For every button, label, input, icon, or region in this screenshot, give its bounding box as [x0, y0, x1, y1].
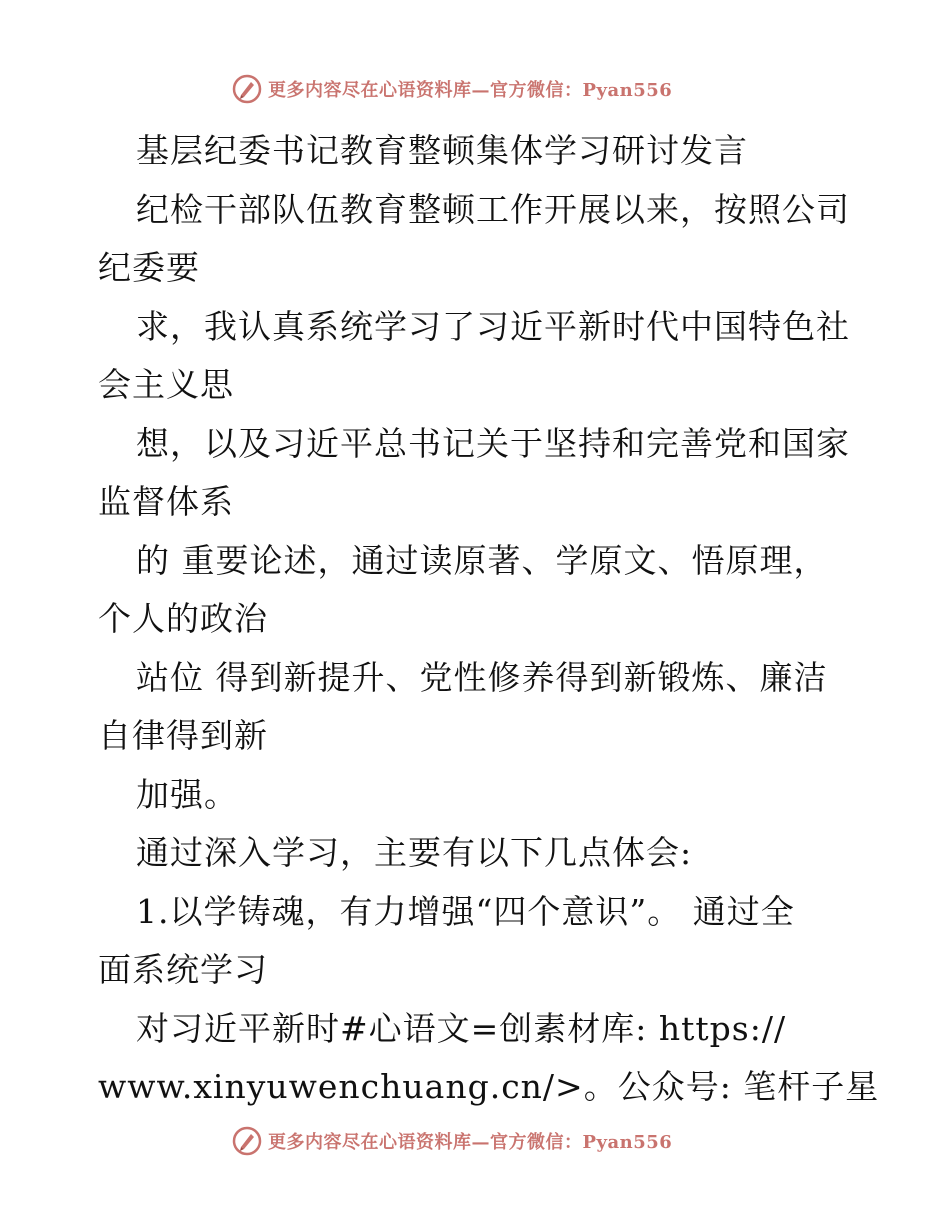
- watermark-text: 更多内容尽在心语资料库—官方微信：Pyan556: [268, 80, 673, 101]
- text-line: 1.以学铸魂，有力增强“四个意识”。 通过全: [136, 891, 795, 931]
- text-line: 的 重要论述，通过读原著、学原文、悟原理，: [136, 540, 828, 580]
- pen-logo-icon: [232, 74, 262, 104]
- text-line: 会主义思: [98, 365, 234, 404]
- text-line: 纪委要: [98, 248, 200, 287]
- footer-watermark: [232, 1124, 672, 1158]
- text-line: 站位 得到新提升、党性修养得到新锻炼、廉洁: [136, 657, 828, 697]
- text-line: 自律得到新: [98, 716, 268, 755]
- text-line: 通过深入学习，主要有以下几点体会:: [136, 833, 693, 872]
- text-line: 求，我认真系统学习了习近平新时代中国特色社: [136, 306, 850, 346]
- text-line: 对习近平新时#心语文=创素材库: https://: [136, 1008, 787, 1048]
- document-title: 基层纪委书记教育整顿集体学习研讨发言: [136, 131, 748, 170]
- text-line: 纪检干部队伍教育整顿工作开展以来，按照公司: [136, 189, 850, 229]
- text-line: www.xinyuwenchuang.cn/>。公众号: 笔杆子星: [98, 1067, 880, 1106]
- pen-logo-icon: [232, 1126, 262, 1156]
- header-watermark: [232, 72, 672, 106]
- text-line: 个人的政治: [98, 599, 268, 638]
- text-line: 面系统学习: [98, 950, 268, 989]
- document-body: [98, 122, 880, 1117]
- text-line: 监督体系: [98, 482, 234, 521]
- text-line: 加强。: [136, 774, 238, 814]
- text-line: 想，以及习近平总书记关于坚持和完善党和国家: [136, 423, 850, 463]
- watermark-text: 更多内容尽在心语资料库—官方微信：Pyan556: [268, 1132, 673, 1153]
